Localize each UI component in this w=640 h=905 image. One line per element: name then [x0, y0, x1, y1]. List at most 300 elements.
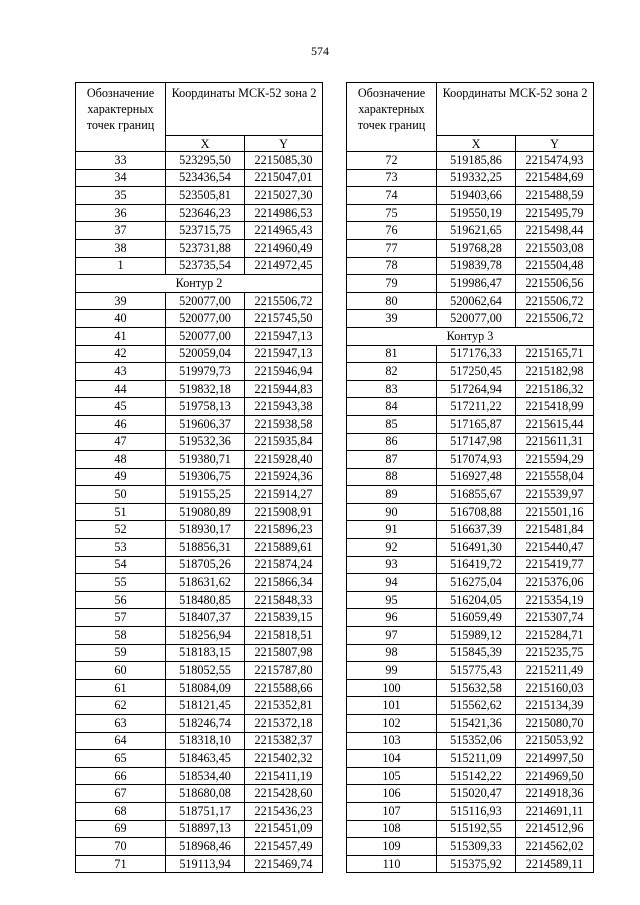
- x-value: 523436,54: [166, 169, 245, 187]
- x-value: 516204,05: [437, 591, 516, 609]
- table-row: [76, 380, 323, 398]
- table-row: [76, 591, 323, 609]
- y-value: 2215134,39: [516, 697, 594, 715]
- x-value: 518856,31: [166, 539, 245, 557]
- point-id: 109: [347, 838, 437, 856]
- x-value: 519606,37: [166, 415, 245, 433]
- point-id: 72: [347, 152, 437, 170]
- y-value: 2215053,92: [516, 732, 594, 750]
- point-id: 104: [347, 750, 437, 768]
- table-row: [76, 433, 323, 451]
- table-row: [347, 152, 594, 170]
- point-id: 75: [347, 204, 437, 222]
- y-value: 2215376,06: [516, 574, 594, 592]
- y-value: 2215165,71: [516, 345, 594, 363]
- y-value: 2215558,04: [516, 468, 594, 486]
- point-id: 65: [76, 750, 166, 768]
- table-row: [347, 486, 594, 504]
- point-id: 89: [347, 486, 437, 504]
- x-value: 515375,92: [437, 855, 516, 873]
- point-id: 60: [76, 662, 166, 680]
- table-row: [76, 539, 323, 557]
- y-value: 2215935,84: [245, 433, 323, 451]
- table-row: [76, 609, 323, 627]
- x-value: 520059,04: [166, 345, 245, 363]
- table-row: [347, 275, 594, 293]
- point-id: 79: [347, 275, 437, 293]
- y-value: 2215047,01: [245, 169, 323, 187]
- point-id: 70: [76, 838, 166, 856]
- y-header: Y: [516, 136, 594, 152]
- y-value: 2215440,47: [516, 539, 594, 557]
- x-value: 515352,06: [437, 732, 516, 750]
- table-row: [76, 363, 323, 381]
- y-value: 2215506,72: [516, 310, 594, 328]
- x-value: 523715,75: [166, 222, 245, 240]
- x-value: 516419,72: [437, 556, 516, 574]
- table-row: [76, 257, 323, 275]
- point-id: 86: [347, 433, 437, 451]
- table-row: [347, 627, 594, 645]
- y-value: 2215498,44: [516, 222, 594, 240]
- point-id: 91: [347, 521, 437, 539]
- y-value: 2215506,56: [516, 275, 594, 293]
- y-value: 2215818,51: [245, 627, 323, 645]
- y-value: 2215914,27: [245, 486, 323, 504]
- y-value: 2215946,94: [245, 363, 323, 381]
- point-id: 108: [347, 820, 437, 838]
- point-id: 64: [76, 732, 166, 750]
- table-row: [347, 574, 594, 592]
- table-row: [76, 204, 323, 222]
- x-value: 519332,25: [437, 169, 516, 187]
- point-id: 67: [76, 785, 166, 803]
- point-id: 46: [76, 415, 166, 433]
- y-value: 2215027,30: [245, 187, 323, 205]
- x-value: 515421,36: [437, 715, 516, 733]
- y-value: 2215484,69: [516, 169, 594, 187]
- x-value: 523731,88: [166, 239, 245, 257]
- table-row: [347, 855, 594, 873]
- x-value: 519979,73: [166, 363, 245, 381]
- x-value: 515632,58: [437, 679, 516, 697]
- point-id: 45: [76, 398, 166, 416]
- x-value: 518680,08: [166, 785, 245, 803]
- point-id: 56: [76, 591, 166, 609]
- y-value: 2214691,11: [516, 802, 594, 820]
- table-row: [76, 820, 323, 838]
- table-row: [76, 838, 323, 856]
- y-value: 2215469,74: [245, 855, 323, 873]
- point-id: 66: [76, 767, 166, 785]
- table-row: [76, 855, 323, 873]
- table-row: [76, 732, 323, 750]
- x-value: 515020,47: [437, 785, 516, 803]
- y-value: 2215503,08: [516, 239, 594, 257]
- x-value: 516275,04: [437, 574, 516, 592]
- coordinates-table-left: [75, 82, 323, 873]
- table-row: [76, 415, 323, 433]
- x-value: 519839,78: [437, 257, 516, 275]
- y-value: 2215211,49: [516, 662, 594, 680]
- table-body-right: [347, 152, 594, 873]
- x-value: 518631,62: [166, 574, 245, 592]
- point-id: 34: [76, 169, 166, 187]
- point-id: 42: [76, 345, 166, 363]
- point-id: 96: [347, 609, 437, 627]
- y-value: 2215085,30: [245, 152, 323, 170]
- point-id: 53: [76, 539, 166, 557]
- designation-header: Обозначение характерных точек границ: [76, 83, 166, 152]
- section-label: Контур 3: [347, 327, 594, 345]
- y-value: 2214965,43: [245, 222, 323, 240]
- point-id: 40: [76, 310, 166, 328]
- x-value: 518407,37: [166, 609, 245, 627]
- point-id: 52: [76, 521, 166, 539]
- y-value: 2214986,53: [245, 204, 323, 222]
- point-id: 61: [76, 679, 166, 697]
- y-value: 2215354,19: [516, 591, 594, 609]
- y-value: 2215080,70: [516, 715, 594, 733]
- point-id: 68: [76, 802, 166, 820]
- table-row: [347, 838, 594, 856]
- x-value: 519306,75: [166, 468, 245, 486]
- y-value: 2215488,59: [516, 187, 594, 205]
- y-value: 2215182,98: [516, 363, 594, 381]
- table-row: [76, 627, 323, 645]
- point-id: 55: [76, 574, 166, 592]
- table-row: [76, 486, 323, 504]
- designation-header: Обозначение характерных точек границ: [347, 83, 437, 152]
- x-value: 523295,50: [166, 152, 245, 170]
- table-body-left: [76, 152, 323, 873]
- x-value: 523505,81: [166, 187, 245, 205]
- coords-header: Координаты МСК-52 зона 2: [166, 83, 323, 136]
- y-value: 2214918,36: [516, 785, 594, 803]
- point-id: 50: [76, 486, 166, 504]
- y-header: Y: [245, 136, 323, 152]
- point-id: 59: [76, 644, 166, 662]
- table-row: [347, 239, 594, 257]
- table-row: [76, 503, 323, 521]
- y-value: 2215928,40: [245, 451, 323, 469]
- y-value: 2215504,48: [516, 257, 594, 275]
- point-id: 110: [347, 855, 437, 873]
- x-value: 515309,33: [437, 838, 516, 856]
- page-number: 574: [311, 44, 329, 58]
- table-row: [347, 363, 594, 381]
- y-value: 2215481,84: [516, 521, 594, 539]
- x-value: 517176,33: [437, 345, 516, 363]
- y-value: 2215745,50: [245, 310, 323, 328]
- y-value: 2215947,13: [245, 327, 323, 345]
- y-value: 2215307,74: [516, 609, 594, 627]
- point-id: 99: [347, 662, 437, 680]
- y-value: 2215938,58: [245, 415, 323, 433]
- x-value: 518463,45: [166, 750, 245, 768]
- x-value: 520077,00: [166, 310, 245, 328]
- point-id: 105: [347, 767, 437, 785]
- x-value: 517211,22: [437, 398, 516, 416]
- point-id: 80: [347, 292, 437, 310]
- point-id: 73: [347, 169, 437, 187]
- point-id: 49: [76, 468, 166, 486]
- y-value: 2215372,18: [245, 715, 323, 733]
- x-value: 518052,55: [166, 662, 245, 680]
- x-value: 517165,87: [437, 415, 516, 433]
- x-value: 515116,93: [437, 802, 516, 820]
- y-value: 2215506,72: [245, 292, 323, 310]
- x-value: 515211,09: [437, 750, 516, 768]
- table-row: [347, 345, 594, 363]
- x-value: 515775,43: [437, 662, 516, 680]
- x-value: 516855,67: [437, 486, 516, 504]
- x-value: 520077,00: [437, 310, 516, 328]
- coordinates-table-right: [346, 82, 594, 873]
- y-value: 2214512,96: [516, 820, 594, 838]
- table-row: [347, 257, 594, 275]
- table-row: [347, 591, 594, 609]
- point-id: 38: [76, 239, 166, 257]
- table-row: [347, 644, 594, 662]
- y-value: 2215924,36: [245, 468, 323, 486]
- point-id: 43: [76, 363, 166, 381]
- point-id: 107: [347, 802, 437, 820]
- y-value: 2215874,24: [245, 556, 323, 574]
- y-value: 2215947,13: [245, 345, 323, 363]
- x-value: 523735,54: [166, 257, 245, 275]
- point-id: 1: [76, 257, 166, 275]
- table-row: [347, 802, 594, 820]
- x-value: 518084,09: [166, 679, 245, 697]
- point-id: 78: [347, 257, 437, 275]
- table-row: [347, 451, 594, 469]
- x-value: 520062,64: [437, 292, 516, 310]
- point-id: 84: [347, 398, 437, 416]
- table-row: [347, 750, 594, 768]
- x-value: 519832,18: [166, 380, 245, 398]
- x-value: 518534,40: [166, 767, 245, 785]
- table-row: [347, 820, 594, 838]
- point-id: 63: [76, 715, 166, 733]
- x-value: 520077,00: [166, 292, 245, 310]
- y-value: 2215382,37: [245, 732, 323, 750]
- y-value: 2215402,32: [245, 750, 323, 768]
- x-value: 523646,23: [166, 204, 245, 222]
- x-value: 519185,86: [437, 152, 516, 170]
- y-value: 2214969,50: [516, 767, 594, 785]
- table-row: [76, 767, 323, 785]
- table-row: [347, 715, 594, 733]
- x-value: 518246,74: [166, 715, 245, 733]
- table-row: [347, 679, 594, 697]
- y-value: 2215615,44: [516, 415, 594, 433]
- table-row: [347, 521, 594, 539]
- point-id: 90: [347, 503, 437, 521]
- point-id: 102: [347, 715, 437, 733]
- y-value: 2215284,71: [516, 627, 594, 645]
- x-value: 518897,13: [166, 820, 245, 838]
- table-row: [347, 222, 594, 240]
- point-id: 62: [76, 697, 166, 715]
- point-id: 35: [76, 187, 166, 205]
- x-value: 519403,66: [437, 187, 516, 205]
- point-id: 94: [347, 574, 437, 592]
- y-value: 2215943,38: [245, 398, 323, 416]
- y-value: 2215495,79: [516, 204, 594, 222]
- table-row: [76, 802, 323, 820]
- y-value: 2215419,77: [516, 556, 594, 574]
- section-row: [347, 327, 594, 345]
- y-value: 2215186,32: [516, 380, 594, 398]
- point-id: 33: [76, 152, 166, 170]
- x-value: 515989,12: [437, 627, 516, 645]
- point-id: 77: [347, 239, 437, 257]
- y-value: 2215896,23: [245, 521, 323, 539]
- y-value: 2215839,15: [245, 609, 323, 627]
- coords-header: Координаты МСК-52 зона 2: [437, 83, 594, 136]
- point-id: 83: [347, 380, 437, 398]
- table-row: [76, 398, 323, 416]
- y-value: 2215866,34: [245, 574, 323, 592]
- table-row: [347, 556, 594, 574]
- y-value: 2215352,81: [245, 697, 323, 715]
- y-value: 2215451,09: [245, 820, 323, 838]
- table-row: [347, 310, 594, 328]
- y-value: 2215889,61: [245, 539, 323, 557]
- table-row: [347, 732, 594, 750]
- point-id: 48: [76, 451, 166, 469]
- x-value: 519113,94: [166, 855, 245, 873]
- table-row: [347, 380, 594, 398]
- point-id: 81: [347, 345, 437, 363]
- point-id: 41: [76, 327, 166, 345]
- table-row: [347, 609, 594, 627]
- point-id: 57: [76, 609, 166, 627]
- y-value: 2214960,49: [245, 239, 323, 257]
- table-row: [347, 503, 594, 521]
- x-value: 519768,28: [437, 239, 516, 257]
- y-value: 2215539,97: [516, 486, 594, 504]
- table-row: [76, 169, 323, 187]
- x-value: 519080,89: [166, 503, 245, 521]
- x-header: X: [166, 136, 245, 152]
- x-value: 518256,94: [166, 627, 245, 645]
- y-value: 2215457,49: [245, 838, 323, 856]
- table-row: [76, 785, 323, 803]
- x-value: 517250,45: [437, 363, 516, 381]
- y-value: 2214972,45: [245, 257, 323, 275]
- point-id: 54: [76, 556, 166, 574]
- table-row: [76, 239, 323, 257]
- y-value: 2215474,93: [516, 152, 594, 170]
- x-value: 516637,39: [437, 521, 516, 539]
- x-value: 516927,48: [437, 468, 516, 486]
- x-value: 519532,36: [166, 433, 245, 451]
- point-id: 88: [347, 468, 437, 486]
- table-row: [347, 662, 594, 680]
- table-row: [76, 345, 323, 363]
- table-row: [76, 750, 323, 768]
- y-value: 2215418,99: [516, 398, 594, 416]
- table-row: [76, 662, 323, 680]
- x-value: 516708,88: [437, 503, 516, 521]
- x-value: 516491,30: [437, 539, 516, 557]
- table-row: [347, 204, 594, 222]
- point-id: 58: [76, 627, 166, 645]
- y-value: 2215807,98: [245, 644, 323, 662]
- x-header: X: [437, 136, 516, 152]
- table-row: [76, 644, 323, 662]
- point-id: 95: [347, 591, 437, 609]
- point-id: 92: [347, 539, 437, 557]
- x-value: 519550,19: [437, 204, 516, 222]
- table-row: [347, 433, 594, 451]
- y-value: 2215594,29: [516, 451, 594, 469]
- x-value: 519155,25: [166, 486, 245, 504]
- x-value: 518968,46: [166, 838, 245, 856]
- point-id: 47: [76, 433, 166, 451]
- y-value: 2215501,16: [516, 503, 594, 521]
- point-id: 71: [76, 855, 166, 873]
- y-value: 2215611,31: [516, 433, 594, 451]
- table-row: [76, 679, 323, 697]
- table-row: [347, 468, 594, 486]
- table-row: [347, 785, 594, 803]
- point-id: 100: [347, 679, 437, 697]
- x-value: 518480,85: [166, 591, 245, 609]
- table-row: [76, 327, 323, 345]
- x-value: 515845,39: [437, 644, 516, 662]
- x-value: 518751,17: [166, 802, 245, 820]
- x-value: 519986,47: [437, 275, 516, 293]
- table-row: [347, 398, 594, 416]
- table-row: [76, 468, 323, 486]
- table-row: [76, 292, 323, 310]
- table-row: [76, 152, 323, 170]
- table-row: [347, 169, 594, 187]
- x-value: 517074,93: [437, 451, 516, 469]
- table-row: [76, 697, 323, 715]
- x-value: 516059,49: [437, 609, 516, 627]
- x-value: 518930,17: [166, 521, 245, 539]
- table-row: [347, 697, 594, 715]
- table-row: [347, 292, 594, 310]
- table-row: [76, 222, 323, 240]
- table-row: [347, 187, 594, 205]
- table-row: [76, 310, 323, 328]
- y-value: 2215436,23: [245, 802, 323, 820]
- y-value: 2215428,60: [245, 785, 323, 803]
- y-value: 2215908,91: [245, 503, 323, 521]
- x-value: 518705,26: [166, 556, 245, 574]
- y-value: 2214562,02: [516, 838, 594, 856]
- point-id: 39: [76, 292, 166, 310]
- point-id: 82: [347, 363, 437, 381]
- point-id: 51: [76, 503, 166, 521]
- point-id: 98: [347, 644, 437, 662]
- x-value: 519758,13: [166, 398, 245, 416]
- point-id: 103: [347, 732, 437, 750]
- point-id: 101: [347, 697, 437, 715]
- section-label: Контур 2: [76, 275, 323, 293]
- point-id: 36: [76, 204, 166, 222]
- x-value: 519621,65: [437, 222, 516, 240]
- table-row: [347, 767, 594, 785]
- y-value: 2215506,72: [516, 292, 594, 310]
- y-value: 2215848,33: [245, 591, 323, 609]
- table-row: [76, 451, 323, 469]
